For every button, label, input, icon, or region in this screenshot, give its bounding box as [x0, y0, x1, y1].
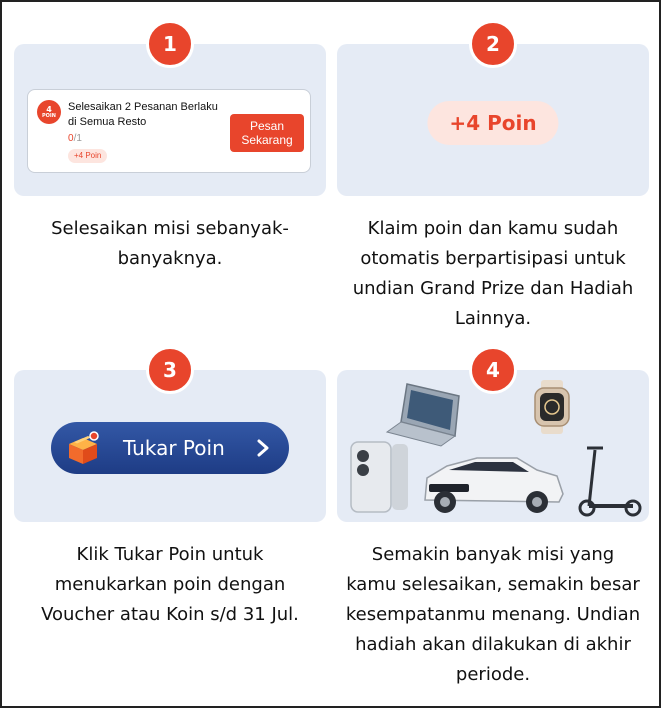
step-4 [337, 346, 649, 690]
step-description: Semakin banyak misi yang kamu selesaikan, semakin besar kesempatanmu menang. Undian hadiah akan dilakukan di akhir periode. [345, 544, 641, 685]
progress-done: 0 [68, 133, 74, 144]
mission-reward-badge: +4 Poin [68, 149, 107, 163]
step-3 [14, 346, 326, 630]
car-icon [425, 458, 563, 513]
step-1 [14, 20, 326, 274]
e-scooter-icon [580, 448, 640, 515]
tukar-poin-button[interactable] [51, 422, 289, 474]
mission-progress [68, 133, 82, 144]
pesan-sekarang-button[interactable]: Pesan Sekarang [230, 114, 304, 152]
smartwatch-icon [535, 380, 569, 434]
tukar-poin-label: Tukar Poin [123, 436, 225, 460]
smartphone-icon [351, 442, 408, 512]
chevron-right-icon [253, 438, 273, 458]
mission-title: Selesaikan 2 Pesanan Berlaku di Semua Resto [68, 101, 218, 128]
laptop-icon [387, 384, 459, 446]
step-description: Klik Tukar Poin untuk menukarkan poin dengan Voucher atau Koin s/d 31 Jul. [41, 544, 299, 625]
poin-badge-text: POIN [42, 112, 56, 119]
step-number-badge: 2 [469, 20, 517, 68]
mission-card [27, 89, 311, 173]
step-description: Klaim poin dan kamu sudah otomatis berpartisipasi untuk undian Grand Prize dan Hadiah Lainnya. [352, 218, 634, 329]
step-2 [337, 20, 649, 334]
step-description: Selesaikan misi sebanyak-banyaknya. [51, 218, 289, 269]
progress-total: /1 [73, 133, 82, 144]
poin-badge-number: 4 [46, 104, 52, 114]
step-number-badge: 1 [146, 20, 194, 68]
poin-badge [37, 100, 61, 124]
step-number-badge: 4 [469, 346, 517, 394]
poin-pill: +4 Poin [427, 101, 558, 145]
gift-box-icon [63, 428, 103, 468]
step-number-badge: 3 [146, 346, 194, 394]
